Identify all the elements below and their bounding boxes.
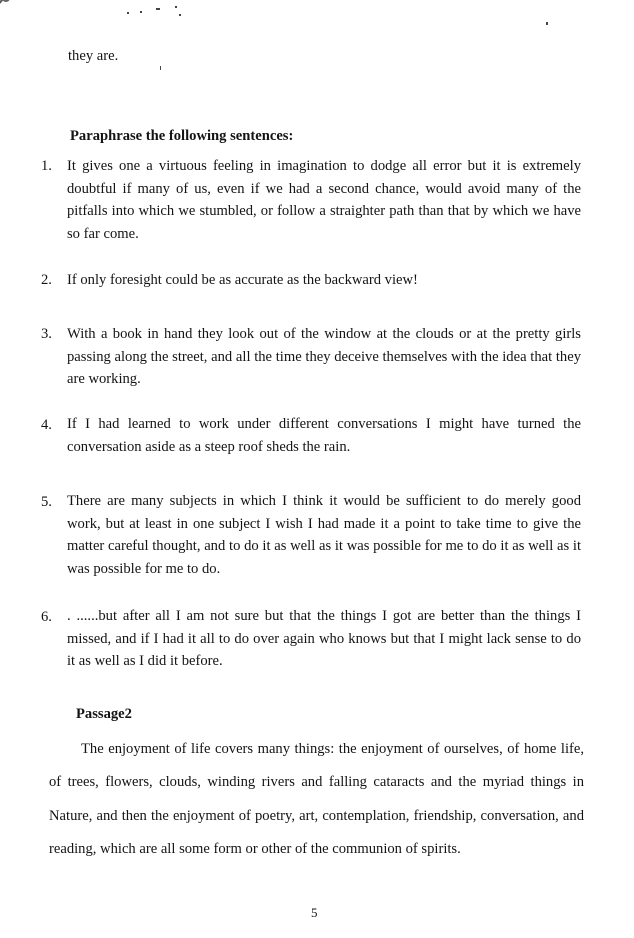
scan-speck bbox=[179, 14, 181, 16]
item-text: There are many subjects in which I think it would be sufficient to do merely good work, but at least in one subject I wish I had made it a point to take time to give the matter careful thought, and to do it as well as it was possible for me to do it as well as it was possible for me to do. bbox=[67, 493, 581, 577]
item-text: With a book in hand they look out of the window at the clouds or at the pretty girls passing along the street, and all the time they deceive themselves with the idea that they are working. bbox=[67, 326, 581, 387]
scan-speck bbox=[546, 22, 548, 25]
scan-speck bbox=[175, 6, 177, 8]
item-number: 5. bbox=[41, 494, 52, 510]
scan-mark-line bbox=[0, 0, 17, 10]
item-number: 2. bbox=[41, 272, 52, 288]
item-text: If only foresight could be as accurate as the backward view! bbox=[67, 272, 418, 288]
section-heading: Paraphrase the following sentences: bbox=[70, 128, 294, 144]
scan-speck bbox=[156, 8, 160, 10]
item-number: 4. bbox=[41, 417, 52, 433]
scan-speck bbox=[160, 66, 161, 70]
continuation-text: they are. bbox=[68, 48, 119, 64]
page-number: 5 bbox=[311, 905, 318, 920]
scan-speck bbox=[140, 11, 142, 13]
item-text: It gives one a virtuous feeling in imagination to dodge all error but it is extremely doubtful if many of us, even if we had a second chance, would avoid many of the pitfalls into which we stumbled, or follow a straighter path than that by which we have so far come. bbox=[67, 158, 581, 242]
scan-mark-dot bbox=[2, 0, 10, 2]
passage-paragraph: The enjoyment of life covers many things: the enjoyment of ourselves, of home life, of trees, flowers, clouds, winding rivers and falling cataracts and the myriad things in Nature, and then the enjoyment of poetry, art, contemplation, friendship, conversation, and reading, which are all some form or other of the communion of spirits. bbox=[49, 741, 584, 857]
item-text: . ......but after all I am not sure but that the things I got are better than the things I missed, and if I had it all to do over again who knows but that I might lack sense to do it as well as I did it before. bbox=[67, 608, 581, 669]
item-number: 6. bbox=[41, 609, 52, 625]
passage-heading: Passage2 bbox=[76, 706, 132, 722]
scan-speck bbox=[127, 12, 129, 14]
item-number: 3. bbox=[41, 326, 52, 342]
item-text: If I had learned to work under different conversations I might have turned the conversation aside as a steep roof sheds the rain. bbox=[67, 416, 581, 455]
item-number: 1. bbox=[41, 158, 52, 174]
